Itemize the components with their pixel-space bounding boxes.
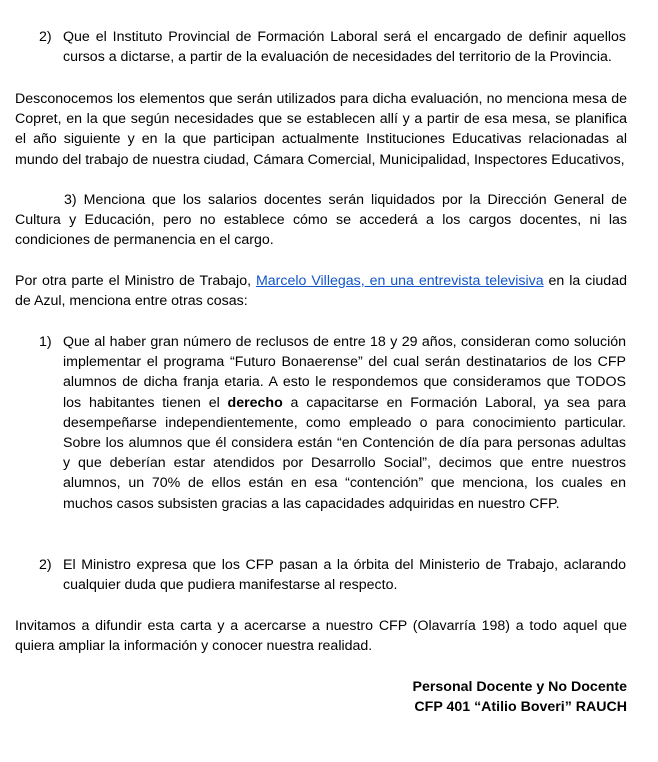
- paragraph-ministro: [15, 271, 627, 311]
- emphasis-derecho: derecho: [227, 394, 283, 411]
- list-item-2-instituto: [39, 27, 626, 67]
- list-item-text: El Ministro expresa que los CFP pasan a la órbita del Ministerio de Trabajo, aclarando cualquier duda que pudiera manifestarse al respecto.: [63, 557, 626, 594]
- list-item-text: Que el Instituto Provincial de Formación Laboral será el encargado de definir aquellos cursos a dictarse, a partir de la evaluación de necesidades del territorio de la Provincia.: [63, 29, 626, 66]
- list-number: 1): [39, 334, 52, 350]
- list-item-text: [63, 332, 626, 514]
- list-number: 2): [39, 29, 52, 45]
- signature-line-1: Personal Docente y No Docente: [412, 679, 627, 695]
- signature-line-2: CFP 401 “Atilio Boveri” RAUCH: [414, 699, 627, 716]
- paragraph-ministro-after: en la ciudad de Azul, menciona entre otras cosas:: [15, 273, 627, 310]
- signature-block: [413, 677, 627, 717]
- list-item-1-reclusos: [39, 332, 626, 514]
- list-item-text-b: a capacitarse en Formación Laboral, ya sea para desempeñarse independientemente, como empleado o para conocimiento particular. Sobre los alumnos que él considera están “en Contención de día para personas adultas y que deberían estar atendidos por Desarrollo Social”, decimos que entre nuestros alumnos, un 70% de ellos están en esa “contención” que menciona, los cuales en muchos casos subsisten gracias a las capacidades adquiridas en nuestro CFP.: [63, 394, 626, 512]
- list-item-text-a: Que al haber gran número de reclusos de entre 18 y 29 años, consideran como solución implementar el programa “Futuro Bonaerense” del cual serán destinatarios de los CFP alumnos de dicha franja etaria. A esto le respondemos que consideramos que TODOS los habitantes tienen el: [63, 334, 626, 411]
- paragraph-ministro-before: Por otra parte el Ministro de Trabajo,: [15, 273, 256, 289]
- list-number: 2): [39, 557, 52, 573]
- interview-link[interactable]: Marcelo Villegas, en una entrevista televisiva: [255, 273, 544, 289]
- paragraph-invitamos: Invitamos a difundir esta carta y a acercarse a nuestro CFP (Olavarría 198) a todo aquel que quiera ampliar la información y conocer nuestra realidad.: [15, 618, 627, 655]
- paragraph-menciona-salarios: 3) Menciona que los salarios docentes serán liquidados por la Dirección General de Cultura y Educación, pero no establece cómo se accederá a los cargos docentes, ni las condiciones de permanencia en el cargo.: [15, 192, 627, 249]
- paragraph-desconocemos: Desconocemos los elementos que serán utilizados para dicha evaluación, no menciona mesa de Copret, en la que según necesidades que se establecen allí y a partir de esa mesa, se planifica el año siguiente y en la que participan actualmente Instituciones Educativas relacionadas al mundo del trabajo de nuestra ciudad, Cámara Comercial, Municipalidad, Inspectores Educativos,: [15, 91, 627, 168]
- list-item-2-ministro: [39, 555, 626, 595]
